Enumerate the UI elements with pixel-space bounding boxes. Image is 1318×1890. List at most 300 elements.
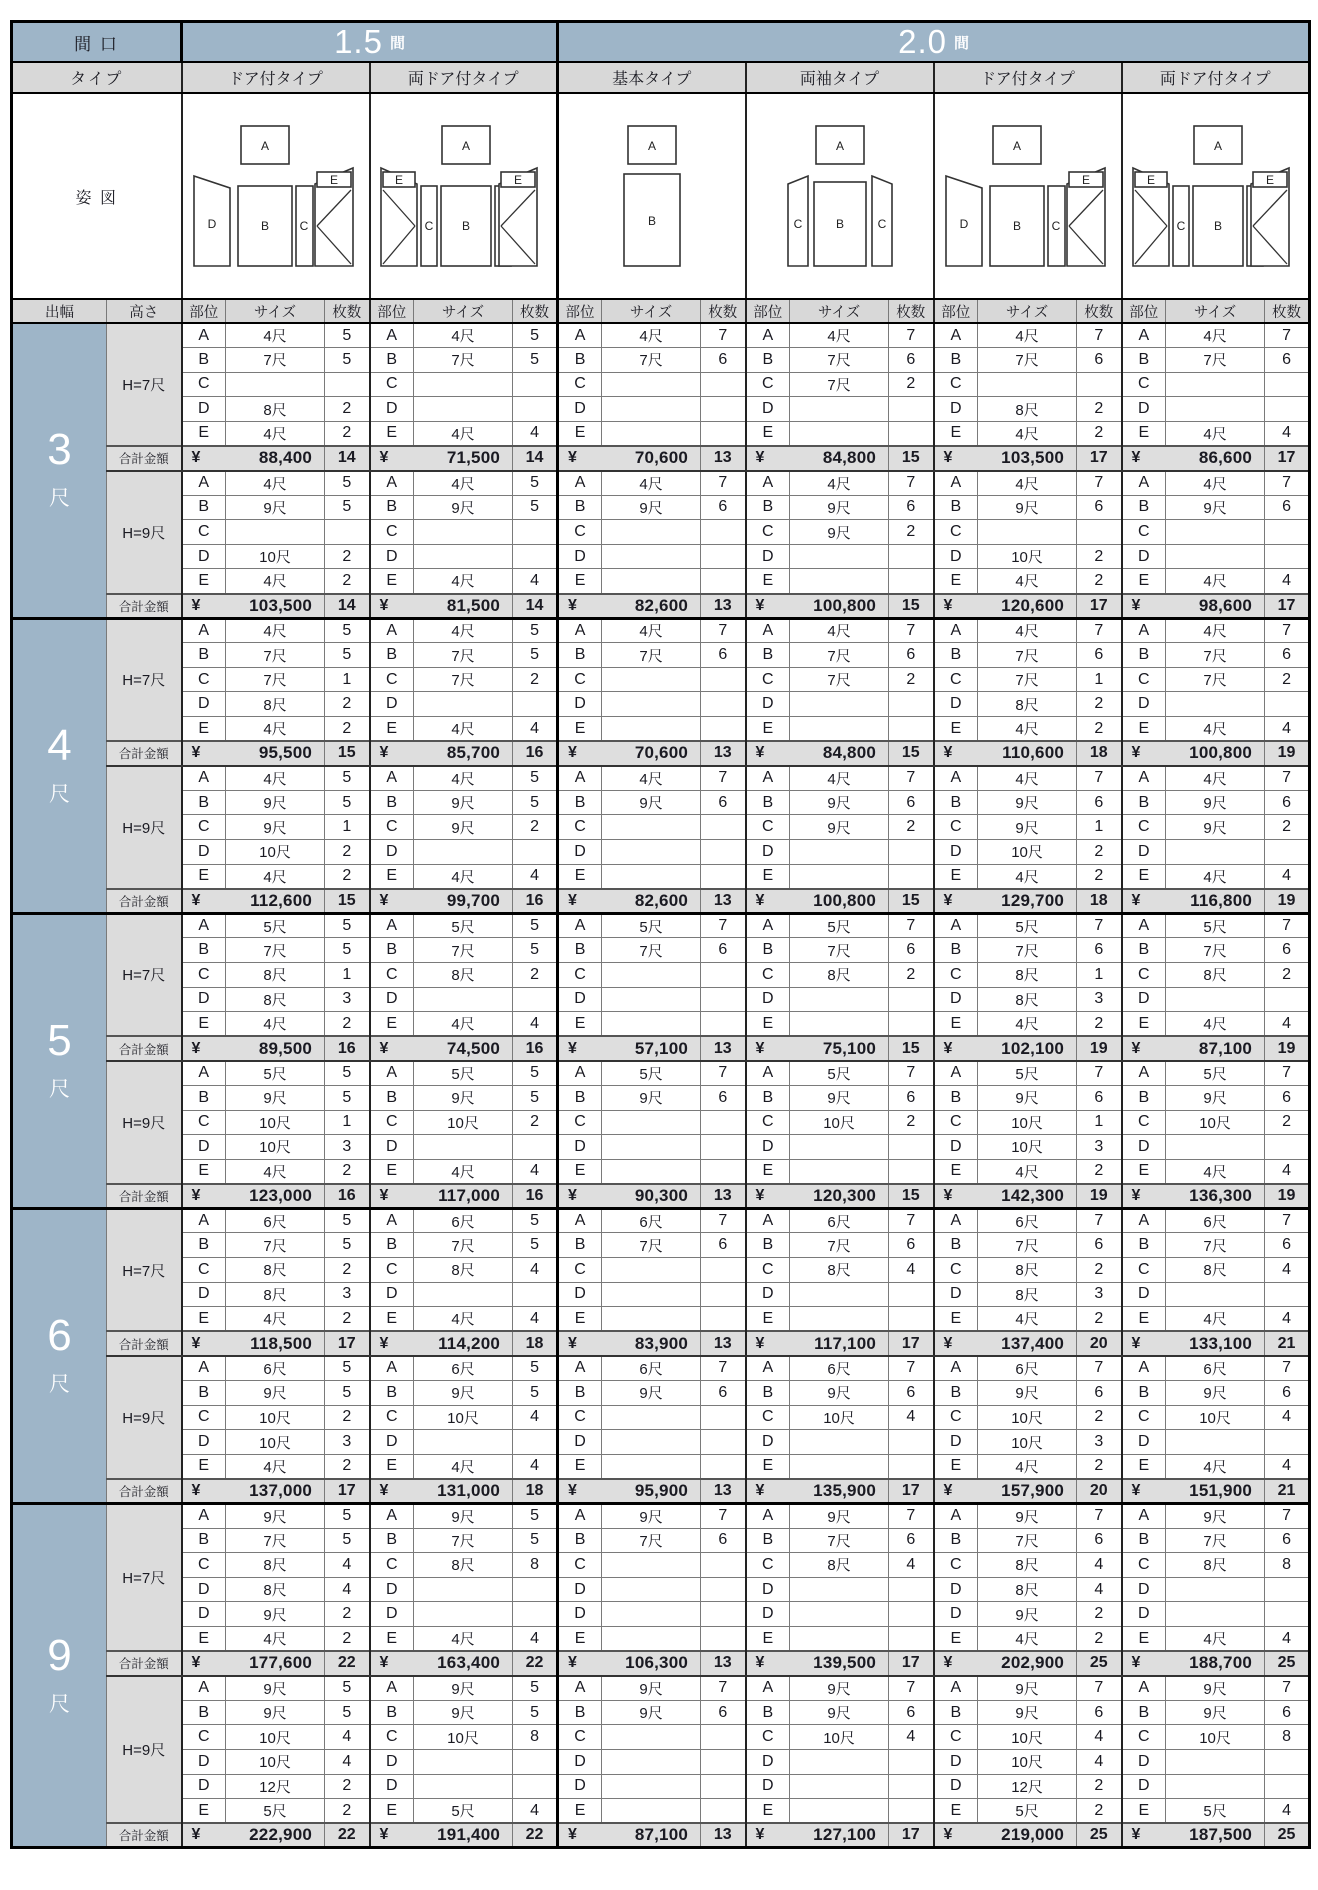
diagram-part-label: B (647, 214, 656, 228)
count-cell: 2 (1077, 1626, 1122, 1651)
part-cell: C (558, 520, 602, 545)
size-cell: 8尺 (978, 397, 1077, 422)
count-cell: 5 (325, 1381, 370, 1406)
total-amount-cell (370, 594, 513, 619)
count-cell: 5 (325, 643, 370, 668)
total-amount-value: 99,700 (446, 890, 501, 910)
count-cell: 4 (1077, 1553, 1122, 1578)
size-cell (602, 1405, 701, 1430)
part-cell: D (934, 1602, 978, 1627)
total-count-cell: 13 (701, 1184, 746, 1209)
part-cell: E (182, 1012, 226, 1037)
subheader-count: 枚数 (1077, 299, 1122, 323)
size-cell: 8尺 (978, 1577, 1077, 1602)
size-cell: 9尺 (790, 790, 889, 815)
diagram-part-label: B (1012, 219, 1021, 233)
part-cell: A (934, 1356, 978, 1381)
count-cell: 4 (1265, 864, 1310, 889)
part-cell: B (558, 1085, 602, 1110)
part-cell: D (746, 544, 790, 569)
part-cell: E (558, 717, 602, 742)
count-cell: 6 (1077, 790, 1122, 815)
total-count-cell: 17 (1265, 594, 1310, 619)
size-cell: 10尺 (414, 1405, 513, 1430)
part-cell: B (934, 1700, 978, 1725)
table-row (12, 1012, 1310, 1037)
type-header-row (12, 62, 1310, 93)
table-row (12, 1430, 1310, 1455)
size-cell: 12尺 (226, 1774, 325, 1799)
total-amount-cell (934, 1331, 1077, 1356)
size-cell: 9尺 (226, 815, 325, 840)
size-cell: 5尺 (602, 913, 701, 938)
part-cell: A (370, 1208, 414, 1233)
currency-symbol: ¥ (568, 596, 577, 614)
count-cell (1265, 1774, 1310, 1799)
size-cell: 4尺 (226, 1012, 325, 1037)
part-cell: B (1122, 495, 1166, 520)
count-cell (513, 1135, 558, 1160)
size-cell: 9尺 (790, 1504, 889, 1529)
total-amount-value: 85,700 (446, 743, 501, 763)
size-cell (414, 692, 513, 717)
height-cell: H=9尺 (107, 1061, 182, 1184)
size-cell: 6尺 (414, 1208, 513, 1233)
table-row (12, 938, 1310, 963)
part-cell: E (1122, 1012, 1166, 1037)
table-row (12, 421, 1310, 446)
total-count-cell: 17 (889, 1651, 934, 1676)
total-amount (1123, 596, 1265, 616)
part-cell: E (370, 1799, 414, 1824)
total-amount-value: 88,400 (258, 448, 313, 468)
size-cell: 9尺 (978, 1504, 1077, 1529)
size-cell: 10尺 (790, 1725, 889, 1750)
count-cell: 6 (889, 1700, 934, 1725)
count-cell: 2 (1265, 962, 1310, 987)
total-amount-value: 120,300 (813, 1185, 877, 1205)
count-cell: 4 (513, 1405, 558, 1430)
count-cell: 7 (1265, 1356, 1310, 1381)
currency-symbol: ¥ (191, 1039, 201, 1057)
part-cell: A (558, 913, 602, 938)
count-cell: 4 (889, 1405, 934, 1430)
part-cell: A (370, 1356, 414, 1381)
table-row (12, 864, 1310, 889)
count-cell: 5 (325, 1504, 370, 1529)
count-cell: 6 (701, 348, 746, 373)
count-cell: 4 (513, 1626, 558, 1651)
currency-symbol: ¥ (568, 744, 577, 762)
size-cell: 4尺 (226, 717, 325, 742)
total-label-cell: 合計金額 (107, 1331, 182, 1356)
part-cell: C (1122, 372, 1166, 397)
size-cell: 5尺 (414, 1799, 513, 1824)
total-count-cell: 13 (701, 1331, 746, 1356)
diagram-part-label: A (1214, 139, 1223, 153)
count-cell: 2 (1077, 839, 1122, 864)
part-cell: B (182, 495, 226, 520)
count-cell: 1 (1077, 962, 1122, 987)
count-cell: 5 (325, 1356, 370, 1381)
size-cell (790, 397, 889, 422)
size-cell: 10尺 (226, 839, 325, 864)
count-cell: 5 (325, 790, 370, 815)
part-cell: E (1122, 1307, 1166, 1332)
size-cell (790, 1430, 889, 1455)
part-cell: B (934, 938, 978, 963)
part-cell: A (182, 1356, 226, 1381)
part-cell: C (370, 962, 414, 987)
depth-value: 4 (47, 720, 72, 770)
size-cell (790, 1626, 889, 1651)
count-cell: 6 (1077, 1381, 1122, 1406)
table-row (12, 1356, 1310, 1381)
part-cell: E (182, 421, 226, 446)
total-amount-cell (182, 1184, 325, 1209)
total-count-cell: 15 (889, 889, 934, 914)
depth-value: 9 (47, 1630, 72, 1680)
table-row (12, 323, 1310, 348)
total-amount-value: 135,900 (813, 1480, 877, 1500)
total-amount-cell (370, 1651, 513, 1676)
total-amount-cell (182, 1331, 325, 1356)
size-cell: 9尺 (1166, 1676, 1265, 1701)
size-cell (602, 1430, 701, 1455)
count-cell: 6 (1265, 1233, 1310, 1258)
size-cell: 9尺 (226, 495, 325, 520)
count-cell: 6 (1265, 938, 1310, 963)
currency-symbol: ¥ (191, 1481, 201, 1499)
currency-symbol: ¥ (568, 891, 577, 909)
size-cell: 10尺 (978, 1135, 1077, 1160)
table-row (12, 1085, 1310, 1110)
count-cell: 2 (889, 372, 934, 397)
count-cell: 5 (513, 495, 558, 520)
total-amount-value: 188,700 (1189, 1653, 1253, 1673)
table-row (12, 397, 1310, 422)
total-amount-cell (558, 1036, 701, 1061)
total-amount (1123, 1334, 1265, 1354)
size-cell (602, 1282, 701, 1307)
size-cell: 7尺 (226, 667, 325, 692)
total-amount-value: 103,500 (249, 595, 313, 615)
height-cell: H=9尺 (107, 1356, 182, 1479)
size-cell: 4尺 (790, 766, 889, 791)
size-cell: 8尺 (790, 962, 889, 987)
currency-symbol: ¥ (755, 449, 765, 467)
total-amount (1123, 743, 1265, 763)
size-cell: 9尺 (414, 1700, 513, 1725)
total-amount (371, 1039, 513, 1059)
total-count-cell: 15 (889, 446, 934, 471)
total-amount-cell (558, 1331, 701, 1356)
part-cell: E (182, 1307, 226, 1332)
count-cell: 3 (325, 1282, 370, 1307)
depth-cell (12, 323, 107, 618)
total-amount (1123, 1653, 1265, 1673)
size-cell: 8尺 (790, 1553, 889, 1578)
part-cell: D (934, 839, 978, 864)
diagram-part-label: A (647, 139, 656, 153)
total-amount-value: 100,800 (813, 890, 877, 910)
part-cell: A (370, 1504, 414, 1529)
diagram-door-type (182, 93, 370, 299)
count-cell: 6 (1077, 348, 1122, 373)
total-count-cell: 13 (701, 1036, 746, 1061)
part-cell: A (1122, 913, 1166, 938)
part-cell: C (370, 1553, 414, 1578)
total-amount-cell (370, 1479, 513, 1504)
figure-label (12, 93, 182, 299)
size-cell (602, 1725, 701, 1750)
part-cell: D (558, 544, 602, 569)
part-cell: C (558, 372, 602, 397)
size-cell: 7尺 (790, 938, 889, 963)
size-cell: 6尺 (226, 1356, 325, 1381)
size-cell: 5尺 (414, 913, 513, 938)
part-cell: C (934, 815, 978, 840)
part-cell: D (182, 1430, 226, 1455)
count-cell (513, 1602, 558, 1627)
type-basic: 基本タイプ (558, 62, 746, 93)
total-amount (747, 891, 889, 911)
currency-symbol: ¥ (1131, 891, 1141, 909)
count-cell: 5 (513, 471, 558, 496)
size-cell: 4尺 (226, 421, 325, 446)
part-cell: E (370, 1454, 414, 1479)
part-cell: D (182, 1135, 226, 1160)
part-cell: D (1122, 1602, 1166, 1627)
size-cell: 7尺 (1166, 938, 1265, 963)
count-cell (701, 717, 746, 742)
part-cell: C (182, 1258, 226, 1283)
size-cell: 10尺 (978, 544, 1077, 569)
count-cell: 4 (325, 1725, 370, 1750)
total-amount-cell (1122, 1036, 1265, 1061)
count-cell: 6 (1265, 495, 1310, 520)
count-cell: 5 (513, 643, 558, 668)
total-amount (183, 1481, 325, 1501)
count-cell (889, 569, 934, 594)
count-cell: 3 (1077, 1282, 1122, 1307)
count-cell (701, 544, 746, 569)
total-amount-value: 87,100 (1198, 1038, 1253, 1058)
count-cell (889, 1749, 934, 1774)
size-cell: 8尺 (226, 692, 325, 717)
count-cell: 2 (1077, 1799, 1122, 1824)
size-cell: 9尺 (602, 1700, 701, 1725)
count-cell: 2 (325, 1602, 370, 1627)
total-count-cell: 19 (1077, 1036, 1122, 1061)
count-cell (513, 520, 558, 545)
part-cell: B (746, 938, 790, 963)
count-cell: 4 (1265, 717, 1310, 742)
table-row (12, 790, 1310, 815)
table-row (12, 643, 1310, 668)
size-cell: 7尺 (978, 1528, 1077, 1553)
count-cell (701, 1405, 746, 1430)
size-cell: 5尺 (226, 1061, 325, 1086)
size-cell: 4尺 (602, 766, 701, 791)
total-amount-cell (746, 1184, 889, 1209)
diagram-basic-type (558, 93, 746, 299)
part-cell: D (746, 692, 790, 717)
currency-symbol: ¥ (191, 744, 201, 762)
total-amount-cell (370, 1331, 513, 1356)
total-amount-value: 112,600 (250, 890, 313, 910)
part-cell: C (746, 1725, 790, 1750)
total-amount-cell (1122, 1331, 1265, 1356)
count-cell: 2 (325, 1774, 370, 1799)
size-cell: 4尺 (978, 323, 1077, 348)
total-amount-cell (746, 741, 889, 766)
size-cell (1166, 839, 1265, 864)
count-cell: 5 (513, 938, 558, 963)
currency-symbol: ¥ (755, 1186, 765, 1204)
size-cell: 6尺 (790, 1356, 889, 1381)
maguchi-label-text: 間 口 (74, 34, 119, 54)
count-cell: 3 (1077, 1430, 1122, 1455)
figure-label-text: 姿 図 (75, 189, 118, 207)
part-cell: A (746, 1061, 790, 1086)
count-cell: 7 (1077, 1504, 1122, 1529)
part-cell: E (746, 421, 790, 446)
part-cell: B (1122, 643, 1166, 668)
size-cell: 9尺 (414, 1504, 513, 1529)
table-row (12, 815, 1310, 840)
part-cell: D (746, 839, 790, 864)
part-cell: E (558, 864, 602, 889)
count-cell (701, 1135, 746, 1160)
total-count-cell: 25 (1077, 1823, 1122, 1848)
part-cell: A (934, 618, 978, 643)
total-amount-value: 95,500 (258, 743, 313, 763)
part-cell: C (1122, 1553, 1166, 1578)
size-cell: 9尺 (414, 790, 513, 815)
size-cell: 7尺 (602, 1528, 701, 1553)
part-cell: D (746, 1749, 790, 1774)
currency-symbol: ¥ (1131, 1654, 1141, 1672)
part-cell: B (934, 348, 978, 373)
currency-symbol: ¥ (379, 1186, 389, 1204)
part-cell: E (558, 1012, 602, 1037)
part-cell: A (370, 323, 414, 348)
size-cell (414, 1774, 513, 1799)
part-cell: D (746, 1430, 790, 1455)
table-row (12, 839, 1310, 864)
count-cell: 7 (1265, 618, 1310, 643)
count-cell (701, 372, 746, 397)
size-cell (602, 1258, 701, 1283)
type-door: ドア付タイプ (182, 62, 370, 93)
count-cell (701, 839, 746, 864)
total-amount-cell (558, 594, 701, 619)
count-cell (1077, 520, 1122, 545)
total-row (12, 594, 1310, 619)
diagram-part-label: D (207, 217, 216, 231)
size-cell: 9尺 (1166, 1085, 1265, 1110)
total-amount-cell (182, 1823, 325, 1848)
size-cell (602, 1602, 701, 1627)
size-cell: 9尺 (602, 495, 701, 520)
table-row (12, 1233, 1310, 1258)
count-cell (513, 987, 558, 1012)
total-row (12, 889, 1310, 914)
count-cell: 2 (1077, 1307, 1122, 1332)
part-cell: D (370, 1282, 414, 1307)
count-cell: 2 (1077, 421, 1122, 446)
count-cell: 4 (513, 421, 558, 446)
count-cell (513, 544, 558, 569)
count-cell: 5 (513, 1061, 558, 1086)
count-cell: 4 (513, 717, 558, 742)
total-label-cell: 合計金額 (107, 1651, 182, 1676)
size-cell: 7尺 (790, 1528, 889, 1553)
price-table (10, 20, 1311, 1849)
total-amount-cell (182, 594, 325, 619)
count-cell: 2 (513, 815, 558, 840)
part-cell: A (370, 913, 414, 938)
total-count-cell: 16 (325, 1036, 370, 1061)
subheader-row (12, 299, 1310, 323)
part-cell: B (558, 348, 602, 373)
table-row (12, 372, 1310, 397)
count-cell (1265, 987, 1310, 1012)
part-cell: E (934, 569, 978, 594)
count-cell: 5 (325, 1061, 370, 1086)
size-cell: 8尺 (978, 1282, 1077, 1307)
size-cell: 4尺 (978, 1307, 1077, 1332)
currency-symbol: ¥ (1131, 1039, 1141, 1057)
total-amount (559, 448, 700, 468)
part-cell: D (558, 397, 602, 422)
part-cell: A (934, 1676, 978, 1701)
part-cell: A (558, 1504, 602, 1529)
count-cell: 2 (325, 569, 370, 594)
total-amount (371, 1653, 513, 1673)
part-cell: E (182, 1454, 226, 1479)
count-cell: 7 (1265, 913, 1310, 938)
total-amount-cell (746, 1479, 889, 1504)
part-cell: D (558, 1135, 602, 1160)
total-count-cell: 17 (889, 1479, 934, 1504)
part-cell: C (370, 815, 414, 840)
count-cell: 5 (513, 1356, 558, 1381)
part-cell: B (182, 790, 226, 815)
total-row (12, 1331, 1310, 1356)
size-cell (602, 1749, 701, 1774)
count-cell: 7 (889, 1208, 934, 1233)
part-cell: E (934, 1012, 978, 1037)
type-diagram (562, 120, 742, 272)
part-cell: D (370, 839, 414, 864)
part-cell: B (1122, 1381, 1166, 1406)
currency-symbol: ¥ (755, 744, 765, 762)
size-cell: 5尺 (1166, 1799, 1265, 1824)
size-cell: 9尺 (414, 495, 513, 520)
part-cell: D (182, 839, 226, 864)
part-cell: B (182, 643, 226, 668)
count-cell: 6 (701, 1085, 746, 1110)
count-cell: 5 (325, 913, 370, 938)
part-cell: D (934, 692, 978, 717)
size-cell: 9尺 (978, 1676, 1077, 1701)
subheader-count: 枚数 (1265, 299, 1310, 323)
size-cell: 10尺 (978, 1725, 1077, 1750)
table-row (12, 1774, 1310, 1799)
total-amount-value: 83,900 (634, 1333, 689, 1353)
